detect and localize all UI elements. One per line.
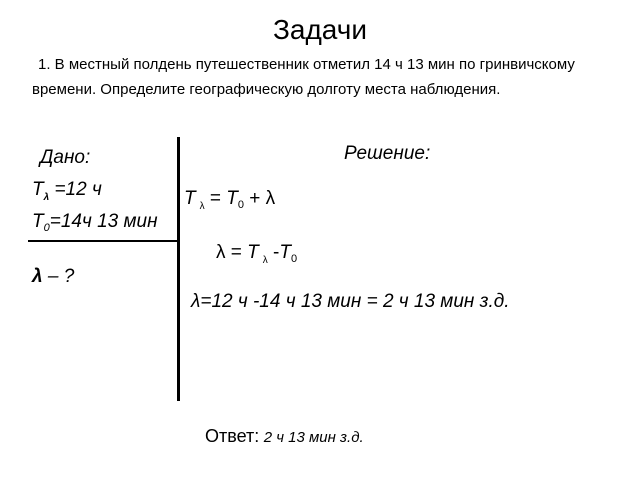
solution-equation-1 <box>184 188 275 210</box>
given-value: =14ч 13 мин <box>49 211 158 232</box>
problem-statement: 1. В местный полдень путешественник отметил 14 ч 13 мин по гринвичскому времени. Определите географическую долготу места наблюдения. <box>32 56 575 98</box>
eq-text: + λ <box>244 188 276 209</box>
vertical-divider <box>177 137 180 401</box>
given-unknown <box>32 266 74 288</box>
eq-sub: λ <box>199 201 205 212</box>
eq-text: λ = <box>216 242 248 263</box>
answer-label: Ответ: <box>205 426 260 446</box>
given-var: T <box>32 211 44 232</box>
unknown-symbol: λ <box>32 266 43 287</box>
eq-var: T <box>247 242 259 263</box>
solution-heading: Решение: <box>344 143 431 164</box>
given-sub: λ <box>43 192 50 203</box>
given-line-t0 <box>32 211 158 233</box>
page-title: Задачи <box>272 14 367 45</box>
eq-text: - <box>267 242 280 263</box>
eq-var: T <box>226 188 238 209</box>
unknown-text: – ? <box>42 266 75 287</box>
solution-equation-2 <box>216 242 297 264</box>
given-value: =12 ч <box>49 179 102 200</box>
given-var: T <box>32 179 44 200</box>
solution-equation-3: λ=12 ч -14 ч 13 мин = 2 ч 13 мин з.д. <box>191 291 510 312</box>
given-heading: Дано: <box>40 147 91 168</box>
given-line-t-lambda <box>32 179 102 201</box>
eq-var: T <box>184 188 196 209</box>
given-divider <box>28 240 179 242</box>
eq-text: = <box>204 188 227 209</box>
eq-var: T <box>279 242 291 263</box>
answer-value: 2 ч 13 мин з.д. <box>263 429 364 446</box>
eq-sub: λ <box>262 255 268 266</box>
answer <box>205 426 364 447</box>
eq-sub: 0 <box>290 253 298 265</box>
given-sub: 0 <box>43 222 50 234</box>
eq-sub: 0 <box>237 199 244 211</box>
